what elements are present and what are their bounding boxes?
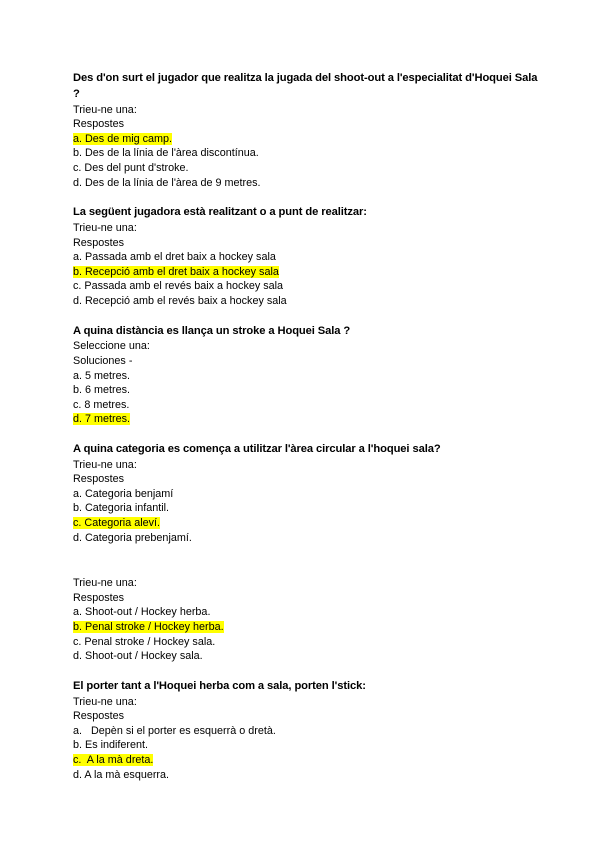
- answers-label: Respostes: [73, 710, 125, 723]
- option-c: c. Passada amb el revés baix a hockey sala: [73, 280, 284, 293]
- option-a: a. 5 metres.: [73, 369, 131, 382]
- question-6: [73, 679, 543, 782]
- option-a: a. Categoria benjamí: [73, 487, 174, 500]
- question-title: El porter tant a l'Hoquei herba com a sala, porten l'stick:: [73, 679, 366, 692]
- option-d: d. Recepció amb el revés baix a hockey sala: [73, 294, 287, 307]
- option-b: b. Es indiferent.: [73, 739, 149, 752]
- selected-answer: c. A la mà dreta.: [73, 753, 154, 766]
- question-prompt: Trieu-ne una:: [73, 221, 137, 234]
- question-prompt: Seleccione una:: [73, 340, 150, 353]
- option-c: c. Des del punt d'stroke.: [73, 161, 189, 174]
- question-prompt: Trieu-ne una:: [73, 577, 137, 590]
- selected-answer: b. Recepció amb el dret baix a hockey sala: [73, 265, 279, 278]
- question-2: [73, 205, 543, 308]
- question-title: A quina distància es llança un stroke a Hoquei Sala ?: [73, 324, 351, 337]
- question-1: [73, 71, 543, 190]
- answers-label: Respostes: [73, 473, 125, 486]
- option-d: d. A la mà esquerra.: [73, 768, 170, 781]
- question-title: Des d'on surt el jugador que realitza la jugada del shoot-out a l'especialitat d'Hoquei Sala ?: [73, 72, 538, 100]
- option-b: [73, 620, 543, 635]
- option-c: c. Penal stroke / Hockey sala.: [73, 635, 216, 648]
- option-a: a. Passada amb el dret baix a hockey sala: [73, 251, 276, 264]
- option-d: d. Shoot-out / Hockey sala.: [73, 650, 203, 663]
- answers-label: Soluciones -: [73, 354, 133, 367]
- option-c: [73, 753, 543, 768]
- selected-answer: a. Des de mig camp.: [73, 132, 173, 145]
- question-5: [73, 576, 543, 664]
- question-title: A quina categoria es comença a utilitzar l'àrea circular a l'hoquei sala?: [73, 442, 441, 455]
- option-c: [73, 516, 543, 531]
- question-prompt: Trieu-ne una:: [73, 695, 137, 708]
- question-title: La següent jugadora està realitzant o a punt de realitzar:: [73, 206, 367, 219]
- question-4: [73, 442, 543, 545]
- option-b: b. Categoria infantil.: [73, 502, 170, 515]
- option-a: a. Depèn si el porter es esquerrà o dretà.: [73, 724, 276, 737]
- selected-answer: c. Categoria aleví.: [73, 517, 161, 530]
- answers-label: Respostes: [73, 236, 125, 249]
- question-3: [73, 324, 543, 427]
- selected-answer: b. Penal stroke / Hockey herba.: [73, 621, 224, 634]
- option-d: [73, 412, 543, 427]
- option-a: [73, 132, 543, 147]
- answers-label: Respostes: [73, 591, 125, 604]
- question-prompt: Trieu-ne una:: [73, 103, 137, 116]
- option-b: b. Des de la línia de l'àrea discontínua.: [73, 147, 259, 160]
- option-d: d. Des de la línia de l'àrea de 9 metres.: [73, 176, 261, 189]
- answers-label: Respostes: [73, 118, 125, 131]
- option-a: a. Shoot-out / Hockey herba.: [73, 606, 211, 619]
- question-prompt: Trieu-ne una:: [73, 458, 137, 471]
- option-c: c. 8 metres.: [73, 398, 130, 411]
- option-b: b. 6 metres.: [73, 384, 131, 397]
- option-d: d. Categoria prebenjamí.: [73, 531, 192, 544]
- selected-answer: d. 7 metres.: [73, 413, 131, 426]
- option-b: [73, 265, 543, 280]
- quiz-page: [73, 71, 543, 782]
